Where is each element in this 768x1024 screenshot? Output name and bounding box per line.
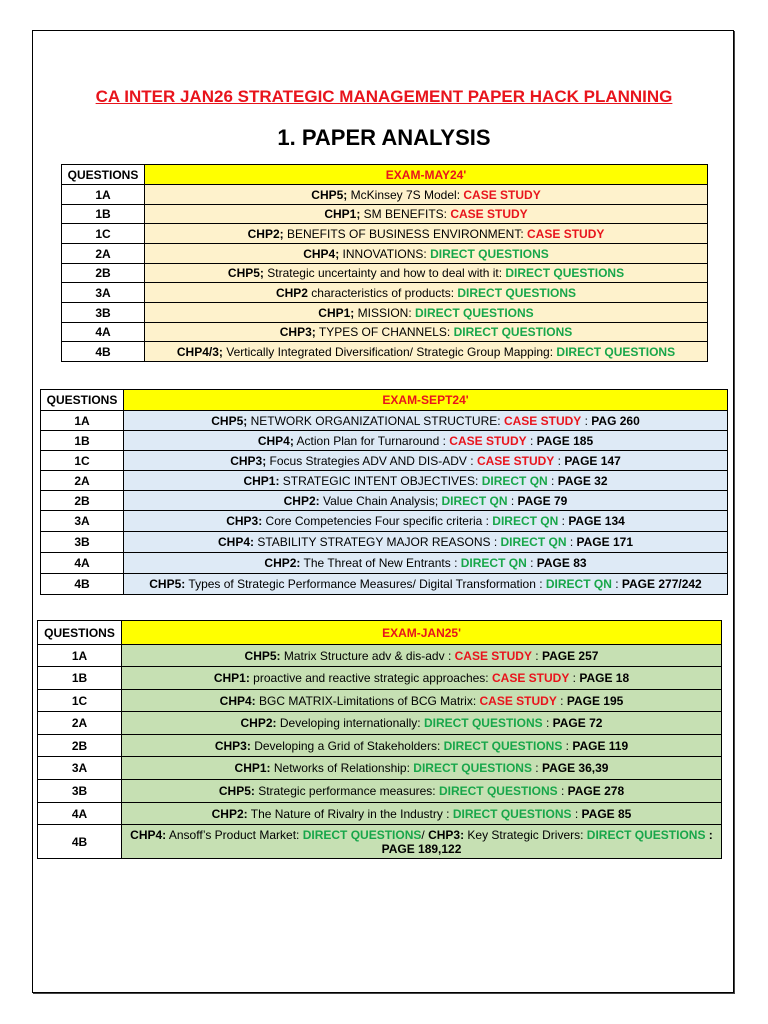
question-number: 1A [41,411,124,431]
cell-text: CHP2: [211,806,248,821]
direct-question-tag: DIRECT QUESTIONS [438,784,558,798]
question-number: 1C [62,224,145,244]
cell-text: PAGE 278 [567,784,625,798]
question-topic [145,264,708,283]
questions-header: QUESTIONS [62,165,145,185]
cell-text: SM BENEFITS: [360,207,451,221]
table-row [41,451,728,471]
cell-text: CHP4; [303,246,340,261]
cell-text: McKinsey 7S Model: [347,187,464,202]
question-number: 3B [41,532,124,553]
cell-text: TYPES OF CHANNELS: [315,325,454,339]
cell-text: CHP2 [275,285,308,300]
question-number: 2A [41,471,124,491]
cell-text: : [581,413,592,428]
cell-text: CHP3; [230,453,267,468]
question-number: 2A [62,244,145,264]
cell-text: PAGE 134 [568,514,625,528]
question-number: 3B [62,303,145,323]
table-row [41,471,728,491]
case-study-tag: CASE STUDY [454,648,532,663]
cell-text: Developing a Grid of Stakeholders: [250,738,444,753]
cell-text: Networks of Relationship: [270,761,414,775]
cell-text: : [557,784,568,798]
cell-text: : [554,453,565,468]
question-number: 4A [38,803,122,825]
cell-text: / [421,827,429,842]
table-row [62,205,708,224]
cell-text: PAGE 147 [564,453,621,468]
table-row [38,667,722,690]
cell-text: CHP4/3; [176,344,223,359]
case-study-tag: CASE STUDY [491,671,570,685]
question-number: 1B [41,431,124,451]
cell-text: : PAGE 189,122 [381,827,713,856]
cell-text: Types of Strategic Performance Measures/ Digital Transformation : [185,577,546,591]
table-row [38,825,722,859]
question-topic [145,283,708,303]
cell-text: INNOVATIONS: [339,246,431,261]
cell-text: CHP5; [227,266,264,280]
question-number: 1C [41,451,124,471]
cell-text: : [611,577,622,591]
cell-text: CHP5: [218,784,255,798]
table-row [41,491,728,511]
direct-question-tag: DIRECT QN [492,514,559,528]
question-number: 1B [62,205,145,224]
cell-text: : [531,761,542,775]
cell-text: characteristics of products: [307,285,458,300]
case-study-tag: CASE STUDY [503,413,582,428]
question-topic [122,690,722,712]
question-number: 3A [38,757,122,780]
cell-text: Matrix Structure adv & dis-adv : [280,648,455,663]
table-row [62,283,708,303]
cell-text: The Threat of New Entrants : [300,556,461,570]
table-row [62,185,708,205]
cell-text: CHP1: [234,761,271,775]
direct-question-tag: DIRECT QUESTIONS [423,716,543,730]
question-topic [145,244,708,264]
cell-text: : [558,514,569,528]
table-row [38,712,722,735]
cell-text: BENEFITS OF BUSINESS ENVIRONMENT: [283,226,528,241]
question-number: 3B [38,780,122,803]
direct-question-tag: DIRECT QN [441,493,508,508]
direct-question-tag: DIRECT QUESTIONS [453,325,573,339]
cell-text: PAGE 119 [572,738,629,753]
cell-text: CHP4: [217,535,254,549]
cell-text: CHP5: [149,577,186,591]
question-topic [145,224,708,244]
case-study-tag: CASE STUDY [527,226,605,241]
table-row [41,511,728,532]
question-topic [124,553,728,574]
direct-question-tag: DIRECT QUESTIONS [415,305,534,320]
question-topic [122,825,722,859]
cell-text: CHP3: [428,827,465,842]
table-row [62,342,708,362]
cell-text: PAGE 277/242 [621,577,702,591]
direct-question-tag: DIRECT QUESTIONS [443,738,563,753]
table-row [38,645,722,667]
question-number: 4B [41,574,124,595]
table-row [41,411,728,431]
cell-text: CHP4: [219,693,256,708]
table-row [62,323,708,342]
cell-text: CHP1: [213,671,250,685]
cell-text: : [542,716,553,730]
direct-question-tag: DIRECT QN [460,556,527,570]
cell-text: Ansoff’s Product Market: [166,827,303,842]
question-topic [124,411,728,431]
cell-text: PAGE 257 [541,648,599,663]
question-number: 3A [41,511,124,532]
direct-question-tag: DIRECT QUESTIONS [452,806,572,821]
cell-text: : [571,806,582,821]
question-topic [124,532,728,553]
question-topic [145,303,708,323]
cell-text: Action Plan for Turnaround : [293,433,450,448]
table-row [41,553,728,574]
cell-text: PAGE 79 [517,493,568,508]
question-number: 1B [38,667,122,690]
cell-text: Value Chain Analysis; [319,493,442,508]
table-row [41,574,728,595]
table-row [41,532,728,553]
case-study-tag: CASE STUDY [479,693,557,708]
cell-text: : [526,433,537,448]
exam-header: EXAM-JAN25' [122,621,722,645]
question-number: 4B [62,342,145,362]
direct-question-tag: DIRECT QUESTIONS [556,344,676,359]
table-row [62,244,708,264]
document-title: CA INTER JAN26 STRATEGIC MANAGEMENT PAPER HACK PLANNING [95,87,673,106]
cell-text: PAGE 32 [557,473,608,488]
cell-text: CHP4: [130,827,167,842]
question-number: 2A [38,712,122,735]
cell-text: PAGE 72 [552,716,603,730]
table-row [38,690,722,712]
cell-text: PAG 260 [591,413,640,428]
cell-text: : [562,738,573,753]
cell-text: Focus Strategies ADV AND DIS-ADV : [266,453,477,468]
question-topic [122,757,722,780]
question-topic [122,712,722,735]
cell-text: PAGE 85 [581,806,632,821]
cell-text: proactive and reactive strategic approaches: [249,671,492,685]
cell-text: Core Competencies Four specific criteria : [262,514,493,528]
question-topic [122,645,722,667]
cell-text: Developing internationally: [276,716,424,730]
cell-text: Key Strategic Drivers: [464,827,587,842]
direct-question-tag: DIRECT QN [500,535,567,549]
exam-table-sept24 [40,389,728,595]
cell-text: CHP5; [311,187,348,202]
cell-text: : [547,473,558,488]
exam-header: EXAM-MAY24' [145,165,708,185]
cell-text: : [531,648,542,663]
cell-text: CHP1; [318,305,355,320]
cell-text: PAGE 171 [576,535,633,549]
question-number: 2B [38,735,122,757]
question-number: 1A [62,185,145,205]
cell-text: Strategic uncertainty and how to deal with it: [263,266,506,280]
question-number: 1C [38,690,122,712]
case-study-tag: CASE STUDY [463,187,541,202]
cell-text: : [507,493,518,508]
exam-table-may24 [61,164,708,362]
cell-text: STABILITY STRATEGY MAJOR REASONS : [254,535,501,549]
exam-table-jan25 [37,620,722,859]
cell-text: NETWORK ORGANIZATIONAL STRUCTURE: [247,413,504,428]
cell-text: PAGE 185 [536,433,594,448]
cell-text: Strategic performance measures: [254,784,439,798]
cell-text: The Nature of Rivalry in the Industry : [247,806,453,821]
question-number: 1A [38,645,122,667]
table-row [62,224,708,244]
direct-question-tag: DIRECT QN [481,473,548,488]
direct-question-tag: DIRECT QUESTIONS [430,246,549,261]
cell-text: PAGE 36,39 [541,761,609,775]
cell-text: CHP1: [243,473,280,488]
cell-text: : [569,671,580,685]
cell-text: CHP2; [247,226,284,241]
cell-text: : [526,556,537,570]
question-topic [124,574,728,595]
cell-text: MISSION: [354,305,415,320]
cell-text: CHP2: [240,716,277,730]
table-row [41,431,728,451]
question-topic [122,803,722,825]
direct-question-tag: DIRECT QUESTIONS [457,285,577,300]
questions-header: QUESTIONS [41,390,124,411]
question-number: 4A [41,553,124,574]
table-row [38,780,722,803]
question-topic [124,431,728,451]
question-topic [124,471,728,491]
question-number: 4B [38,825,122,859]
question-topic [124,491,728,511]
cell-text: Vertically Integrated Diversification/ Strategic Group Mapping: [222,344,557,359]
question-topic [122,780,722,803]
cell-text: CHP3; [279,325,316,339]
case-study-tag: CASE STUDY [476,453,555,468]
direct-question-tag: DIRECT QN [545,577,612,591]
cell-text: PAGE 83 [536,556,587,570]
direct-question-tag: DIRECT QUESTIONS [505,266,625,280]
table-row [62,303,708,323]
case-study-tag: CASE STUDY [450,207,528,221]
cell-text: PAGE 18 [579,671,630,685]
direct-question-tag: DIRECT QUESTIONS [302,827,422,842]
question-topic [124,451,728,471]
table-row [38,735,722,757]
cell-text: CHP5; [211,413,248,428]
cell-text: CHP4; [257,433,294,448]
cell-text: STRATEGIC INTENT OBJECTIVES: [279,473,482,488]
case-study-tag: CASE STUDY [449,433,527,448]
cell-text: PAGE 195 [566,693,624,708]
section-heading: 1. PAPER ANALYSIS [277,125,491,150]
cell-text: CHP3: [214,738,251,753]
table-row [38,803,722,825]
question-number: 3A [62,283,145,303]
question-number: 2B [62,264,145,283]
table-row [38,757,722,780]
question-number: 4A [62,323,145,342]
question-number: 2B [41,491,124,511]
cell-text: BGC MATRIX-Limitations of BCG Matrix: [255,693,480,708]
exam-header: EXAM-SEPT24' [124,390,728,411]
direct-question-tag: DIRECT QUESTIONS [586,827,706,842]
question-topic [122,735,722,757]
cell-text: : [556,693,567,708]
cell-text: CHP2: [264,556,301,570]
table-header-row [62,165,708,185]
table-header-row [41,390,728,411]
table-row [62,264,708,283]
cell-text: CHP3: [226,514,263,528]
cell-text: CHP1; [324,207,361,221]
question-topic [145,342,708,362]
question-topic [145,185,708,205]
table-header-row [38,621,722,645]
question-topic [122,667,722,690]
question-topic [145,205,708,224]
questions-header: QUESTIONS [38,621,122,645]
direct-question-tag: DIRECT QUESTIONS [413,761,532,775]
question-topic [145,323,708,342]
question-topic [124,511,728,532]
cell-text: : [566,535,577,549]
cell-text: CHP5: [244,648,281,663]
cell-text: CHP2: [283,493,320,508]
